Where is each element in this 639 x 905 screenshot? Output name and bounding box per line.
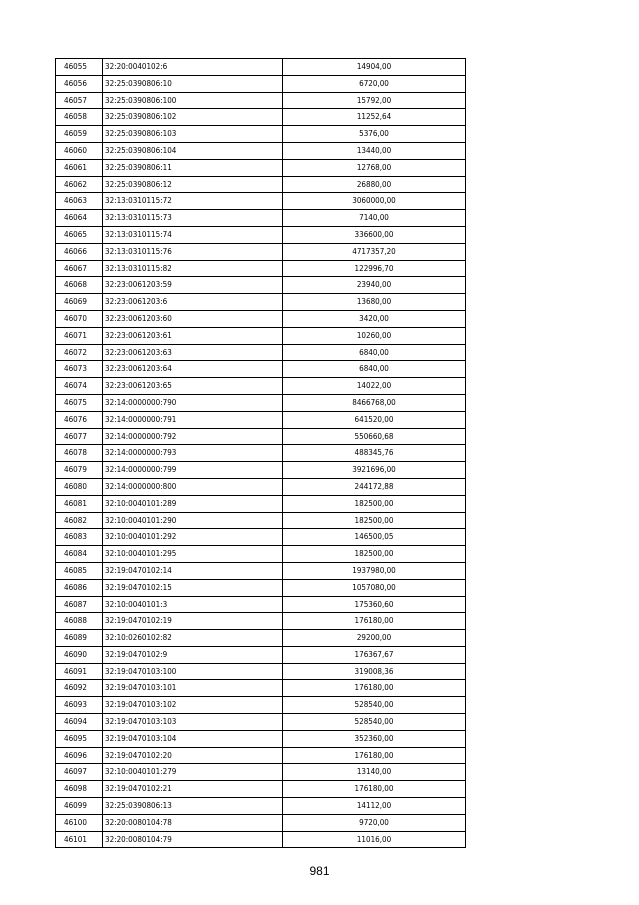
row-number-cell: 46085 bbox=[56, 562, 103, 579]
row-number-cell: 46097 bbox=[56, 764, 103, 781]
table-row bbox=[56, 730, 466, 747]
row-number-cell: 46055 bbox=[56, 59, 103, 76]
value-cell: 14112,00 bbox=[283, 798, 466, 815]
value-cell: 10260,00 bbox=[283, 327, 466, 344]
row-number-cell: 46082 bbox=[56, 512, 103, 529]
table-row bbox=[56, 159, 466, 176]
cadastral-number-cell: 32:23:0061203:64 bbox=[103, 361, 283, 378]
cadastral-value-table bbox=[55, 58, 466, 848]
cadastral-number-cell: 32:19:0470103:102 bbox=[103, 697, 283, 714]
cadastral-number-cell: 32:23:0061203:61 bbox=[103, 327, 283, 344]
row-number-cell: 46089 bbox=[56, 630, 103, 647]
value-cell: 244172,88 bbox=[283, 478, 466, 495]
cadastral-number-cell: 32:19:0470103:100 bbox=[103, 663, 283, 680]
cadastral-number-cell: 32:14:0000000:793 bbox=[103, 445, 283, 462]
value-cell: 641520,00 bbox=[283, 411, 466, 428]
cadastral-number-cell: 32:23:0061203:59 bbox=[103, 277, 283, 294]
row-number-cell: 46093 bbox=[56, 697, 103, 714]
row-number-cell: 46060 bbox=[56, 142, 103, 159]
value-cell: 26880,00 bbox=[283, 176, 466, 193]
value-cell: 176367,67 bbox=[283, 646, 466, 663]
value-cell: 13680,00 bbox=[283, 294, 466, 311]
table-row bbox=[56, 193, 466, 210]
table-row bbox=[56, 663, 466, 680]
value-cell: 528540,00 bbox=[283, 697, 466, 714]
row-number-cell: 46071 bbox=[56, 327, 103, 344]
row-number-cell: 46090 bbox=[56, 646, 103, 663]
value-cell: 3921696,00 bbox=[283, 462, 466, 479]
value-cell: 8466768,00 bbox=[283, 394, 466, 411]
cadastral-number-cell: 32:10:0040101:290 bbox=[103, 512, 283, 529]
cadastral-number-cell: 32:20:0040102:6 bbox=[103, 59, 283, 76]
cadastral-number-cell: 32:10:0260102:82 bbox=[103, 630, 283, 647]
cadastral-number-cell: 32:19:0470102:20 bbox=[103, 747, 283, 764]
value-cell: 336600,00 bbox=[283, 226, 466, 243]
table-row bbox=[56, 92, 466, 109]
cadastral-number-cell: 32:14:0000000:792 bbox=[103, 428, 283, 445]
value-cell: 1937980,00 bbox=[283, 562, 466, 579]
cadastral-number-cell: 32:13:0310115:74 bbox=[103, 226, 283, 243]
cadastral-number-cell: 32:25:0390806:100 bbox=[103, 92, 283, 109]
table-row bbox=[56, 714, 466, 731]
value-cell: 182500,00 bbox=[283, 495, 466, 512]
value-cell: 12768,00 bbox=[283, 159, 466, 176]
table-row bbox=[56, 680, 466, 697]
value-cell: 11016,00 bbox=[283, 831, 466, 848]
table-row bbox=[56, 394, 466, 411]
row-number-cell: 46078 bbox=[56, 445, 103, 462]
cadastral-number-cell: 32:10:0040101:289 bbox=[103, 495, 283, 512]
row-number-cell: 46073 bbox=[56, 361, 103, 378]
table-row bbox=[56, 814, 466, 831]
row-number-cell: 46095 bbox=[56, 730, 103, 747]
table-row bbox=[56, 226, 466, 243]
row-number-cell: 46069 bbox=[56, 294, 103, 311]
cadastral-number-cell: 32:23:0061203:65 bbox=[103, 378, 283, 395]
row-number-cell: 46064 bbox=[56, 210, 103, 227]
table-body bbox=[56, 59, 466, 848]
table-row bbox=[56, 310, 466, 327]
cadastral-number-cell: 32:14:0000000:800 bbox=[103, 478, 283, 495]
cadastral-number-cell: 32:13:0310115:76 bbox=[103, 243, 283, 260]
value-cell: 5376,00 bbox=[283, 126, 466, 143]
table-row bbox=[56, 613, 466, 630]
cadastral-number-cell: 32:10:0040101:3 bbox=[103, 596, 283, 613]
row-number-cell: 46074 bbox=[56, 378, 103, 395]
value-cell: 11252,64 bbox=[283, 109, 466, 126]
table-row bbox=[56, 243, 466, 260]
value-cell: 550660,68 bbox=[283, 428, 466, 445]
table-row bbox=[56, 260, 466, 277]
row-number-cell: 46088 bbox=[56, 613, 103, 630]
table-row bbox=[56, 562, 466, 579]
row-number-cell: 46058 bbox=[56, 109, 103, 126]
value-cell: 14022,00 bbox=[283, 378, 466, 395]
row-number-cell: 46084 bbox=[56, 546, 103, 563]
value-cell: 13140,00 bbox=[283, 764, 466, 781]
cadastral-number-cell: 32:23:0061203:60 bbox=[103, 310, 283, 327]
cadastral-number-cell: 32:19:0470102:9 bbox=[103, 646, 283, 663]
cadastral-number-cell: 32:19:0470103:103 bbox=[103, 714, 283, 731]
value-cell: 182500,00 bbox=[283, 546, 466, 563]
cadastral-number-cell: 32:13:0310115:82 bbox=[103, 260, 283, 277]
cadastral-number-cell: 32:25:0390806:11 bbox=[103, 159, 283, 176]
table-row bbox=[56, 378, 466, 395]
cadastral-number-cell: 32:23:0061203:63 bbox=[103, 344, 283, 361]
row-number-cell: 46075 bbox=[56, 394, 103, 411]
value-cell: 7140,00 bbox=[283, 210, 466, 227]
cadastral-number-cell: 32:19:0470102:15 bbox=[103, 579, 283, 596]
table-row bbox=[56, 142, 466, 159]
row-number-cell: 46067 bbox=[56, 260, 103, 277]
table-row bbox=[56, 831, 466, 848]
value-cell: 6840,00 bbox=[283, 344, 466, 361]
row-number-cell: 46092 bbox=[56, 680, 103, 697]
row-number-cell: 46099 bbox=[56, 798, 103, 815]
row-number-cell: 46066 bbox=[56, 243, 103, 260]
table-row bbox=[56, 529, 466, 546]
cadastral-number-cell: 32:14:0000000:791 bbox=[103, 411, 283, 428]
row-number-cell: 46062 bbox=[56, 176, 103, 193]
table-row bbox=[56, 764, 466, 781]
value-cell: 3060000,00 bbox=[283, 193, 466, 210]
cadastral-number-cell: 32:20:0080104:78 bbox=[103, 814, 283, 831]
cadastral-number-cell: 32:19:0470102:19 bbox=[103, 613, 283, 630]
table-row bbox=[56, 361, 466, 378]
row-number-cell: 46068 bbox=[56, 277, 103, 294]
cadastral-number-cell: 32:14:0000000:790 bbox=[103, 394, 283, 411]
value-cell: 4717357,20 bbox=[283, 243, 466, 260]
table-row bbox=[56, 109, 466, 126]
cadastral-number-cell: 32:25:0390806:10 bbox=[103, 75, 283, 92]
value-cell: 9720,00 bbox=[283, 814, 466, 831]
value-cell: 3420,00 bbox=[283, 310, 466, 327]
table-row bbox=[56, 411, 466, 428]
row-number-cell: 46077 bbox=[56, 428, 103, 445]
table-row bbox=[56, 781, 466, 798]
row-number-cell: 46070 bbox=[56, 310, 103, 327]
table-row bbox=[56, 546, 466, 563]
table-row bbox=[56, 798, 466, 815]
value-cell: 182500,00 bbox=[283, 512, 466, 529]
table-row bbox=[56, 747, 466, 764]
table-row bbox=[56, 344, 466, 361]
cadastral-number-cell: 32:13:0310115:73 bbox=[103, 210, 283, 227]
table-row bbox=[56, 579, 466, 596]
value-cell: 6840,00 bbox=[283, 361, 466, 378]
row-number-cell: 46094 bbox=[56, 714, 103, 731]
value-cell: 352360,00 bbox=[283, 730, 466, 747]
value-cell: 1057080,00 bbox=[283, 579, 466, 596]
cadastral-number-cell: 32:25:0390806:102 bbox=[103, 109, 283, 126]
row-number-cell: 46081 bbox=[56, 495, 103, 512]
row-number-cell: 46086 bbox=[56, 579, 103, 596]
row-number-cell: 46096 bbox=[56, 747, 103, 764]
cadastral-number-cell: 32:10:0040101:279 bbox=[103, 764, 283, 781]
value-cell: 122996,70 bbox=[283, 260, 466, 277]
row-number-cell: 46072 bbox=[56, 344, 103, 361]
cadastral-number-cell: 32:19:0470102:21 bbox=[103, 781, 283, 798]
value-cell: 176180,00 bbox=[283, 613, 466, 630]
cadastral-number-cell: 32:10:0040101:295 bbox=[103, 546, 283, 563]
cadastral-number-cell: 32:19:0470103:101 bbox=[103, 680, 283, 697]
table-row bbox=[56, 126, 466, 143]
value-cell: 488345,76 bbox=[283, 445, 466, 462]
table-row bbox=[56, 697, 466, 714]
cadastral-number-cell: 32:25:0390806:103 bbox=[103, 126, 283, 143]
table-row bbox=[56, 445, 466, 462]
cadastral-number-cell: 32:19:0470102:14 bbox=[103, 562, 283, 579]
value-cell: 14904,00 bbox=[283, 59, 466, 76]
value-cell: 23940,00 bbox=[283, 277, 466, 294]
cadastral-number-cell: 32:10:0040101:292 bbox=[103, 529, 283, 546]
cadastral-number-cell: 32:25:0390806:13 bbox=[103, 798, 283, 815]
table-row bbox=[56, 327, 466, 344]
value-cell: 6720,00 bbox=[283, 75, 466, 92]
table-row bbox=[56, 646, 466, 663]
table-row bbox=[56, 596, 466, 613]
row-number-cell: 46080 bbox=[56, 478, 103, 495]
table-row bbox=[56, 462, 466, 479]
row-number-cell: 46076 bbox=[56, 411, 103, 428]
table-row bbox=[56, 210, 466, 227]
row-number-cell: 46100 bbox=[56, 814, 103, 831]
row-number-cell: 46079 bbox=[56, 462, 103, 479]
page-number: 981 bbox=[309, 864, 330, 878]
row-number-cell: 46065 bbox=[56, 226, 103, 243]
value-cell: 528540,00 bbox=[283, 714, 466, 731]
row-number-cell: 46059 bbox=[56, 126, 103, 143]
value-cell: 176180,00 bbox=[283, 680, 466, 697]
table-row bbox=[56, 630, 466, 647]
table-row bbox=[56, 176, 466, 193]
value-cell: 13440,00 bbox=[283, 142, 466, 159]
value-cell: 15792,00 bbox=[283, 92, 466, 109]
row-number-cell: 46061 bbox=[56, 159, 103, 176]
table-row bbox=[56, 59, 466, 76]
row-number-cell: 46098 bbox=[56, 781, 103, 798]
value-cell: 176180,00 bbox=[283, 781, 466, 798]
table-row bbox=[56, 294, 466, 311]
table-row bbox=[56, 277, 466, 294]
value-cell: 176180,00 bbox=[283, 747, 466, 764]
row-number-cell: 46057 bbox=[56, 92, 103, 109]
cadastral-number-cell: 32:13:0310115:72 bbox=[103, 193, 283, 210]
cadastral-number-cell: 32:20:0080104:79 bbox=[103, 831, 283, 848]
table-row bbox=[56, 512, 466, 529]
cadastral-number-cell: 32:23:0061203:6 bbox=[103, 294, 283, 311]
table-row bbox=[56, 75, 466, 92]
value-cell: 319008,36 bbox=[283, 663, 466, 680]
row-number-cell: 46087 bbox=[56, 596, 103, 613]
row-number-cell: 46091 bbox=[56, 663, 103, 680]
cadastral-number-cell: 32:25:0390806:104 bbox=[103, 142, 283, 159]
row-number-cell: 46063 bbox=[56, 193, 103, 210]
table-row bbox=[56, 428, 466, 445]
row-number-cell: 46056 bbox=[56, 75, 103, 92]
table-row bbox=[56, 495, 466, 512]
row-number-cell: 46083 bbox=[56, 529, 103, 546]
value-cell: 175360,60 bbox=[283, 596, 466, 613]
value-cell: 146500,05 bbox=[283, 529, 466, 546]
value-cell: 29200,00 bbox=[283, 630, 466, 647]
cadastral-number-cell: 32:14:0000000:799 bbox=[103, 462, 283, 479]
cadastral-number-cell: 32:25:0390806:12 bbox=[103, 176, 283, 193]
row-number-cell: 46101 bbox=[56, 831, 103, 848]
table-row bbox=[56, 478, 466, 495]
cadastral-number-cell: 32:19:0470103:104 bbox=[103, 730, 283, 747]
